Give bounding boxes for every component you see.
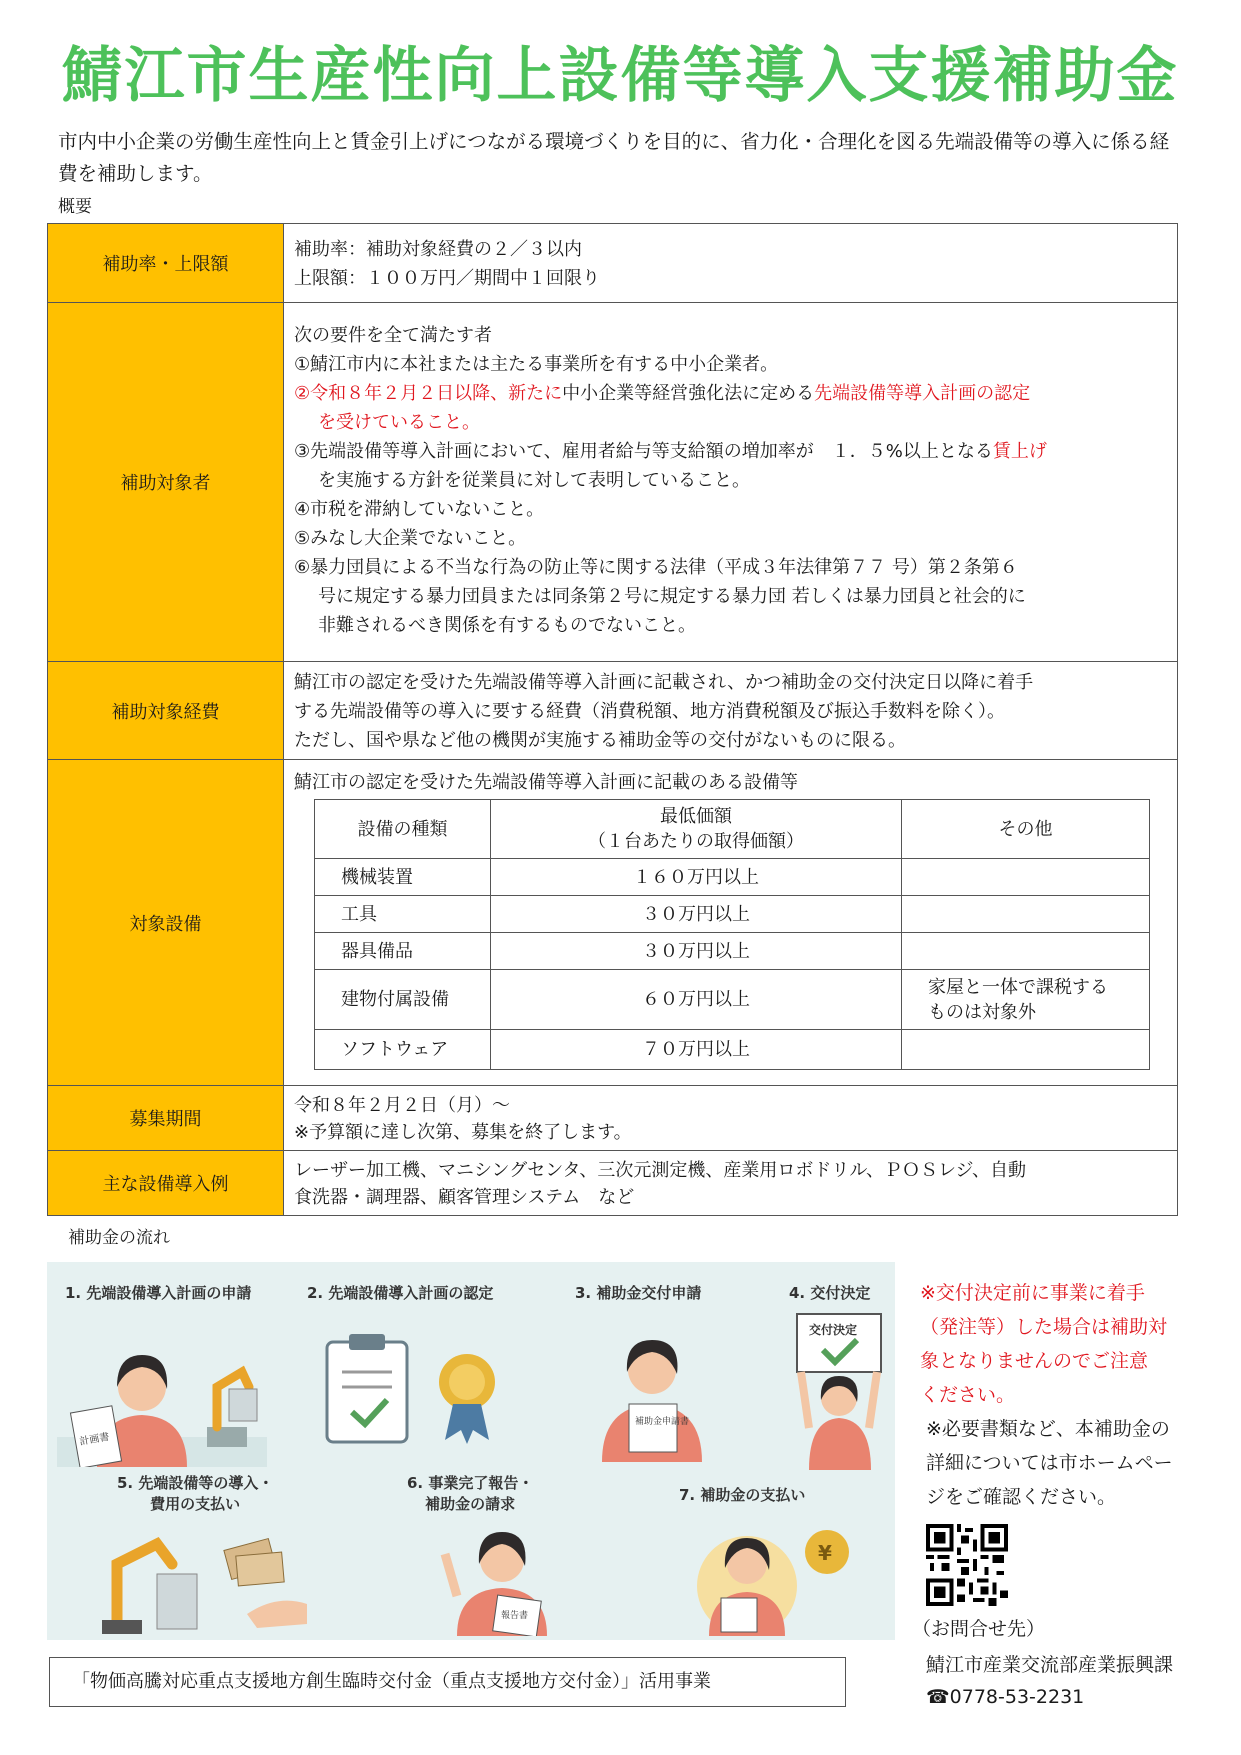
label-rate: 補助率・上限額 bbox=[48, 224, 284, 303]
table-row bbox=[315, 933, 1150, 970]
homepage-line-1: ※必要書類など、本補助金の bbox=[926, 1418, 1170, 1440]
step-2-illustration bbox=[317, 1322, 517, 1462]
intro-text: 市内中小企業の労働生産性向上と賃金引上げにつながる環境づくりを目的に、省力化・合理化を図る先端設備等の導入に係る経費を補助します。 bbox=[58, 130, 1170, 185]
equip-other bbox=[902, 933, 1150, 970]
item2-text: 中小企業等経営強化法に定める bbox=[562, 383, 815, 404]
eligible-item-2 bbox=[294, 379, 1167, 408]
equip-price: ３０万円以上 bbox=[491, 896, 902, 933]
step-5-line-1: 5. 先端設備等の導入・ bbox=[117, 1474, 274, 1492]
equip-price: ６０万円以上 bbox=[491, 970, 902, 1030]
overview-label: 概要 bbox=[58, 197, 92, 217]
step-7-label: 7. 補助金の支払い bbox=[679, 1486, 806, 1504]
step-5-line-2: 費用の支払い bbox=[150, 1495, 241, 1513]
plan-doc-label: 計画書 bbox=[78, 1431, 111, 1448]
item3-red-text: 賃上げ bbox=[992, 441, 1047, 462]
equipment-table bbox=[314, 799, 1150, 1070]
step-1-illustration bbox=[57, 1317, 267, 1467]
limit-line: 上限額：１００万円／期間中１回限り bbox=[294, 268, 600, 289]
equip-other bbox=[902, 859, 1150, 896]
eligible-item-6-cont-2: 非難されるべき関係を有するものでないこと。 bbox=[318, 615, 696, 636]
header-price-line-1: 最低価額 bbox=[660, 806, 732, 827]
period-line-2: ※予算額に達し次第、募集を終了します。 bbox=[294, 1122, 632, 1143]
flow-illustration bbox=[47, 1262, 895, 1640]
equip-other-line-1: 家屋と一体で課税する bbox=[928, 976, 1108, 998]
application-doc-label: 補助金申請書 bbox=[635, 1417, 690, 1427]
table-row bbox=[315, 970, 1150, 1030]
table-row bbox=[315, 859, 1150, 896]
overview-table bbox=[47, 223, 1178, 1216]
report-doc-label: 報告書 bbox=[501, 1611, 529, 1621]
step-2-label: 2. 先端設備導入計画の認定 bbox=[307, 1284, 494, 1302]
step-7-illustration bbox=[687, 1524, 867, 1636]
caution-line-2: （発注等）した場合は補助対 bbox=[920, 1316, 1168, 1338]
step-4-illustration bbox=[787, 1310, 897, 1470]
step-6-label bbox=[407, 1472, 533, 1514]
contact-organization: 鯖江市産業交流部産業振興課 bbox=[926, 1654, 1174, 1676]
step-5-illustration bbox=[97, 1524, 317, 1636]
eligible-item-4: ④市税を滞納していないこと。 bbox=[294, 499, 545, 520]
equip-kind: 機械装置 bbox=[315, 859, 491, 896]
equip-kind: 建物付属設備 bbox=[315, 970, 491, 1030]
eligible-item-6-cont: 号に規定する暴力団員または同条第２号に規定する暴力団 若しくは暴力団員と社会的に bbox=[318, 586, 1026, 607]
step-3-label: 3. 補助金交付申請 bbox=[575, 1284, 702, 1302]
item2-red-text: ②令和８年２月２日以降、新たに bbox=[294, 383, 563, 404]
step-4-label: 4. 交付決定 bbox=[789, 1284, 871, 1302]
expense-line-3: ただし、国や県など他の機関が実施する補助金等の交付がないものに限る。 bbox=[294, 730, 906, 751]
table-row bbox=[315, 896, 1150, 933]
equip-kind: 工具 bbox=[315, 896, 491, 933]
eligible-item-2-cont: を受けていること。 bbox=[318, 412, 480, 433]
eligible-item-3 bbox=[294, 437, 1167, 466]
label-eligible: 補助対象者 bbox=[48, 303, 284, 662]
equip-other-line-2: ものは対象外 bbox=[928, 1001, 1036, 1023]
decision-sign-label: 交付決定 bbox=[809, 1323, 858, 1337]
label-examples: 主な設備導入例 bbox=[48, 1151, 284, 1216]
step-6-line-2: 補助金の請求 bbox=[425, 1495, 516, 1513]
header-price bbox=[491, 800, 902, 859]
caution-line-1: ※交付決定前に事業に着手 bbox=[920, 1282, 1145, 1304]
rate-line: 補助率：補助対象経費の２／３以内 bbox=[294, 239, 582, 260]
step-6-line-1: 6. 事業完了報告・ bbox=[407, 1474, 534, 1492]
header-kind: 設備の種類 bbox=[315, 800, 491, 859]
step-6-illustration bbox=[427, 1524, 577, 1636]
equipment-intro: 鯖江市の認定を受けた先端設備等導入計画に記載のある設備等 bbox=[294, 772, 798, 793]
eligible-item-1: ①鯖江市内に本社または主たる事業所を有する中小企業者。 bbox=[294, 354, 779, 375]
equip-price: １６０万円以上 bbox=[491, 859, 902, 896]
equip-kind: 器具備品 bbox=[315, 933, 491, 970]
step-3-illustration bbox=[577, 1312, 737, 1462]
table-row bbox=[315, 1030, 1150, 1070]
homepage-line-3: ジをご確認ください。 bbox=[926, 1486, 1117, 1508]
row-period bbox=[48, 1086, 1178, 1151]
examples-line-1: レーザー加工機、マニシングセンタ、三次元測定機、産業用ロボドリル、ＰＯＳレジ、自動 bbox=[294, 1160, 1027, 1181]
table-header-row bbox=[315, 800, 1150, 859]
equip-price: ７０万円以上 bbox=[491, 1030, 902, 1070]
caution-line-4: ください。 bbox=[920, 1384, 1016, 1406]
row-expense bbox=[48, 662, 1178, 760]
eligible-intro: 次の要件を全て満たす者 bbox=[294, 325, 492, 346]
eligible-item-5: ⑤みなし大企業でないこと。 bbox=[294, 528, 527, 549]
qr-code-icon[interactable] bbox=[926, 1524, 1008, 1606]
label-period: 募集期間 bbox=[48, 1086, 284, 1151]
homepage-line-2: 詳細については市ホームペー bbox=[926, 1452, 1173, 1474]
contact-label: （お問合せ先） bbox=[912, 1618, 1046, 1640]
start-caution-note bbox=[920, 1276, 1220, 1412]
expense-line-2: する先端設備等の導入に要する経費（消費税額、地方消費税額及び振込手数料を除く）。 bbox=[294, 701, 1005, 722]
examples-line-2: 食洗器・調理器、顧客管理システム など bbox=[294, 1187, 635, 1208]
page-title: 鯖江市生産性向上設備等導入支援補助金 bbox=[62, 41, 1179, 111]
step-1-label: 1. 先端設備導入計画の申請 bbox=[65, 1284, 252, 1302]
caution-line-3: 象となりませんのでご注意 bbox=[920, 1350, 1149, 1372]
equip-other bbox=[902, 896, 1150, 933]
header-other: その他 bbox=[902, 800, 1150, 859]
expense-line-1: 鯖江市の認定を受けた先端設備等導入計画に記載され、かつ補助金の交付決定日以降に着手 bbox=[294, 672, 1034, 693]
contact-phone[interactable]: ☎0778-53-2231 bbox=[926, 1686, 1085, 1708]
homepage-note bbox=[926, 1412, 1216, 1514]
row-examples bbox=[48, 1151, 1178, 1216]
eligible-item-3-cont: を実施する方針を従業員に対して表明していること。 bbox=[318, 470, 750, 491]
row-rate bbox=[48, 224, 1178, 303]
label-equipment: 対象設備 bbox=[48, 760, 284, 1086]
row-eligible bbox=[48, 303, 1178, 662]
period-line-1: 令和８年２月２日（月）～ bbox=[294, 1095, 510, 1116]
item3-text: ③先端設備等導入計画において、雇用者給与等支給額の増加率が １．５%以上となる bbox=[294, 441, 993, 462]
funding-source-note: 「物価高騰対応重点支援地方創生臨時交付金（重点支援地方交付金）」活用事業 bbox=[49, 1657, 846, 1707]
equip-other bbox=[902, 1030, 1150, 1070]
item2-red-text-2: 先端設備等導入計画の認定 bbox=[814, 383, 1031, 404]
row-equipment bbox=[48, 760, 1178, 1086]
yen-coin-label: ¥ bbox=[818, 1541, 832, 1565]
equip-kind: ソフトウェア bbox=[315, 1030, 491, 1070]
equip-other bbox=[902, 970, 1150, 1030]
step-5-label bbox=[117, 1472, 273, 1514]
flow-label: 補助金の流れ bbox=[68, 1228, 170, 1248]
eligible-item-6: ⑥暴力団員による不当な行為の防止等に関する法律（平成３年法律第７７ 号）第２条第６ bbox=[294, 557, 1018, 578]
equip-price: ３０万円以上 bbox=[491, 933, 902, 970]
header-price-line-2: （１台あたりの取得価額） bbox=[588, 831, 804, 852]
label-expense: 補助対象経費 bbox=[48, 662, 284, 760]
